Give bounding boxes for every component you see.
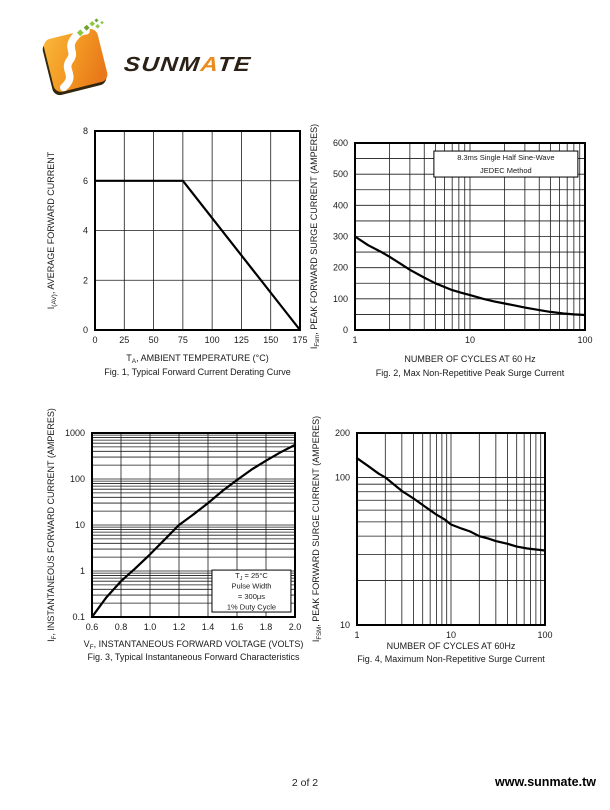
page-number: 2 of 2 (291, 777, 319, 789)
svg-text:100: 100 (537, 630, 553, 640)
svg-text:VF, INSTANTANEOUS FORWARD VOLT: $V_F$, INSTANTANEOUS FORWARD VOLTAGE (VOLTS) (83, 639, 304, 652)
svg-text:NUMBER OF CYCLES AT 60Hz: NUMBER OF CYCLES AT 60Hz (386, 641, 516, 651)
svg-text:0.6: 0.6 (85, 622, 99, 632)
svg-text:Fig. 1, Typical Forward Curre: Fig. 1, Typical Forward Current Derating Curve (104, 367, 291, 377)
svg-text:4: 4 (82, 225, 88, 236)
svg-text:0.1: 0.1 (72, 612, 85, 622)
svg-text:JEDEC Method: JEDEC Method (480, 166, 532, 176)
fig2-surge-plot (303, 118, 605, 390)
svg-text:TA, AMBIENT TEMPERATURE (°C): $T_A$, AMBIENT TEMPERATURE (°C) (126, 353, 269, 366)
svg-text:100: 100 (69, 474, 85, 484)
svg-text:100: 100 (332, 293, 348, 304)
svg-text:25: 25 (119, 335, 130, 345)
svg-text:500: 500 (332, 169, 348, 180)
svg-text:Fig. 3, Typical Instantaneous: Fig. 3, Typical Instantaneous Forward Characteristics (87, 652, 300, 662)
website-url: www.sunmate.tw (495, 775, 596, 789)
svg-text:10: 10 (339, 620, 350, 630)
svg-text:200: 200 (332, 262, 348, 273)
sunmate-logo-icon (36, 18, 116, 98)
svg-text:2.0: 2.0 (288, 622, 302, 632)
fig4-non-repetitive-surge-chart (303, 398, 605, 678)
fig3-forward-plot (40, 398, 320, 676)
svg-text:NUMBER OF CYCLES AT 60 Hz: NUMBER OF CYCLES AT 60 Hz (404, 354, 536, 364)
svg-text:0.8: 0.8 (114, 622, 128, 632)
svg-text:TJ = 25°C: $T_J = 25^\circ C$ (235, 570, 268, 583)
svg-text:1: 1 (354, 630, 360, 640)
svg-text:Pulse Width: Pulse Width (231, 581, 272, 591)
svg-text:175: 175 (292, 335, 308, 345)
svg-text:= 300μs: = 300μs (237, 591, 265, 601)
svg-text:0: 0 (342, 325, 348, 335)
svg-text:100: 100 (334, 472, 350, 483)
svg-text:IFsm, PEAK FORWARD SURGE CURRE: $I_{Fsm}$, PEAK FORWARD SURGE CURRENT (AMPERES) (309, 123, 322, 350)
svg-text:300: 300 (332, 231, 348, 242)
svg-text:8.3ms Single Half Sine-Wave: 8.3ms Single Half Sine-Wave (457, 153, 555, 163)
svg-text:1: 1 (79, 566, 85, 576)
svg-text:6: 6 (82, 175, 88, 186)
fig2-peak-surge-current-chart (303, 118, 605, 390)
svg-text:Fig. 4, Maximum Non-Repetitiv: Fig. 4, Maximum Non-Repetitive Surge Current (357, 654, 545, 664)
svg-text:1% Duty Cycle: 1% Duty Cycle (226, 602, 277, 612)
svg-text:400: 400 (332, 200, 348, 211)
sunmate-logo (36, 18, 251, 98)
svg-text:1.6: 1.6 (230, 622, 244, 632)
svg-text:1: 1 (352, 335, 358, 345)
logo-square (40, 27, 109, 96)
svg-text:200: 200 (334, 428, 350, 438)
svg-text:10: 10 (445, 630, 457, 640)
sunmate-wordmark: SUNMATE (122, 53, 253, 77)
fig1-forward-current-derating-chart (40, 118, 320, 390)
svg-text:150: 150 (263, 335, 279, 345)
svg-text:1.4: 1.4 (201, 622, 215, 632)
svg-text:IFSM, PEAK FORWARD SURGE CURRE: $I_{FSM}$, PEAK FORWARD SURGE CURRENT (AMPERES) (311, 415, 324, 643)
fig4-surge-plot (303, 398, 605, 678)
svg-text:100: 100 (577, 335, 593, 345)
svg-text:Fig. 2, Max Non-Repetitive Pe: Fig. 2, Max Non-Repetitive Peak Surge Current (375, 368, 565, 378)
svg-text:100: 100 (204, 335, 220, 345)
svg-text:10: 10 (464, 335, 476, 345)
svg-text:1.2: 1.2 (172, 622, 186, 632)
svg-text:1.0: 1.0 (143, 622, 157, 632)
svg-text:1000: 1000 (64, 428, 85, 438)
svg-text:50: 50 (148, 335, 159, 345)
svg-text:1.8: 1.8 (259, 622, 273, 632)
svg-text:IF, INSTANTANEOUS FORWARD CURR: $I_F$, INSTANTANEOUS FORWARD CURRENT (AMPERES) (46, 408, 59, 642)
svg-text:8: 8 (82, 126, 88, 136)
svg-text:0: 0 (82, 325, 88, 335)
svg-text:0: 0 (92, 335, 98, 345)
svg-text:600: 600 (332, 138, 348, 148)
fig3-forward-characteristics-chart (40, 398, 320, 676)
fig1-derating-plot (40, 118, 320, 390)
svg-text:2: 2 (82, 275, 88, 286)
svg-text:75: 75 (177, 335, 188, 345)
svg-text:I(AV), AVERAGE FORWARD CURRENT: $I_{(AV)}$, AVERAGE FORWARD CURRENT (46, 151, 59, 310)
svg-text:10: 10 (74, 520, 85, 530)
svg-text:125: 125 (233, 335, 249, 345)
